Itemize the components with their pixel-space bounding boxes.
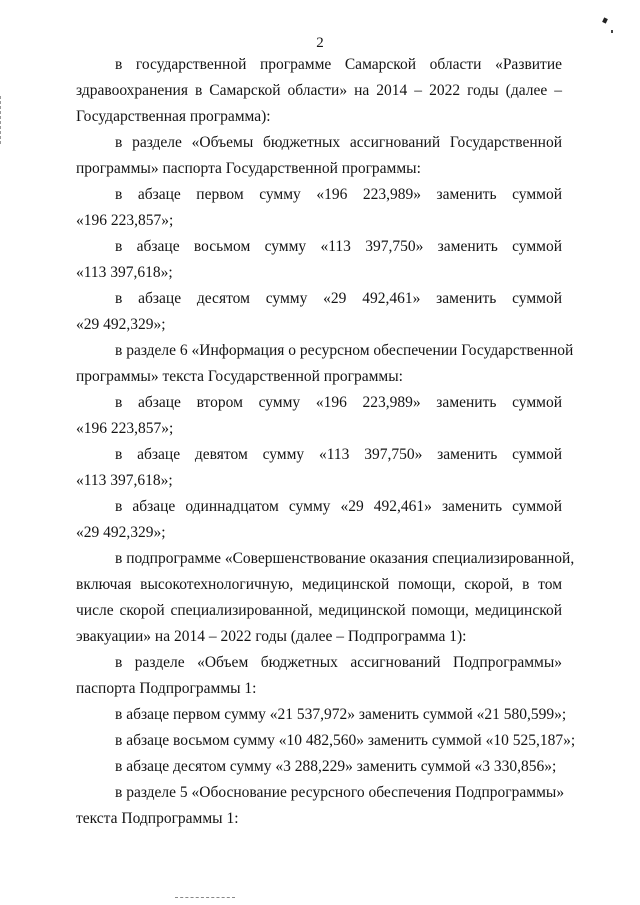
bottom-edge-mark — [175, 897, 235, 899]
text-line: в абзаце десятом сумму «3 288,229» заменить суммой «3 330,856»; — [115, 758, 557, 775]
scan-edge-mark — [0, 96, 3, 144]
text-line: в абзаце восьмом сумму «10 482,560» заменить суммой «10 525,187»; — [115, 732, 576, 749]
text-line: в абзаце восьмом сумму «113 397,750» заменить суммой — [115, 238, 562, 255]
text-line: включая высокотехнологичную, медицинской помощи, скорой, в том — [76, 576, 562, 593]
text-line: Государственная программа): — [76, 108, 271, 125]
text-line: в разделе «Объемы бюджетных ассигнований Государственной — [115, 134, 562, 151]
text-line: «196 223,857»; — [76, 420, 174, 437]
text-line: в абзаце девятом сумму «113 397,750» заменить суммой — [115, 446, 562, 463]
text-line: паспорта Подпрограммы 1: — [76, 680, 257, 697]
text-line: текста Подпрограммы 1: — [76, 810, 239, 827]
text-line: программы» текста Государственной программы: — [76, 368, 403, 385]
text-line: программы» паспорта Государственной программы: — [76, 160, 421, 177]
text-line: «113 397,618»; — [76, 264, 173, 281]
scan-mark — [611, 30, 613, 33]
text-line: в абзаце втором сумму «196 223,989» заменить суммой — [115, 394, 562, 411]
text-line: в подпрограмме «Совершенствование оказания специализированной, — [115, 550, 575, 567]
text-line: в абзаце первом сумму «21 537,972» заменить суммой «21 580,599»; — [115, 706, 567, 723]
text-line: в абзаце первом сумму «196 223,989» заменить суммой — [115, 186, 562, 203]
text-line: эвакуации» на 2014 – 2022 годы (далее – Подпрограмма 1): — [76, 628, 467, 645]
text-line: «29 492,329»; — [76, 524, 166, 541]
text-line: в разделе «Объем бюджетных ассигнований Подпрограммы» — [115, 654, 562, 671]
text-line: в разделе 5 «Обоснование ресурсного обеспечения Подпрограммы» — [115, 784, 565, 801]
text-line: «113 397,618»; — [76, 472, 173, 489]
text-line: в абзаце десятом сумму «29 492,461» заменить суммой — [115, 290, 562, 307]
scan-mark — [602, 17, 608, 23]
text-line: в разделе 6 «Информация о ресурсном обеспечении Государственной — [115, 342, 574, 359]
text-line: «196 223,857»; — [76, 212, 174, 229]
text-line: числе скорой специализированной, медицинской помощи, медицинской — [76, 602, 562, 619]
text-line: в государственной программе Самарской области «Развитие — [115, 56, 562, 73]
text-line: «29 492,329»; — [76, 316, 166, 333]
page-number: 2 — [316, 35, 324, 51]
text-line: здравоохранения в Самарской области» на 2014 – 2022 годы (далее – — [76, 82, 562, 99]
text-line: в абзаце одиннадцатом сумму «29 492,461» заменить суммой — [115, 498, 562, 515]
